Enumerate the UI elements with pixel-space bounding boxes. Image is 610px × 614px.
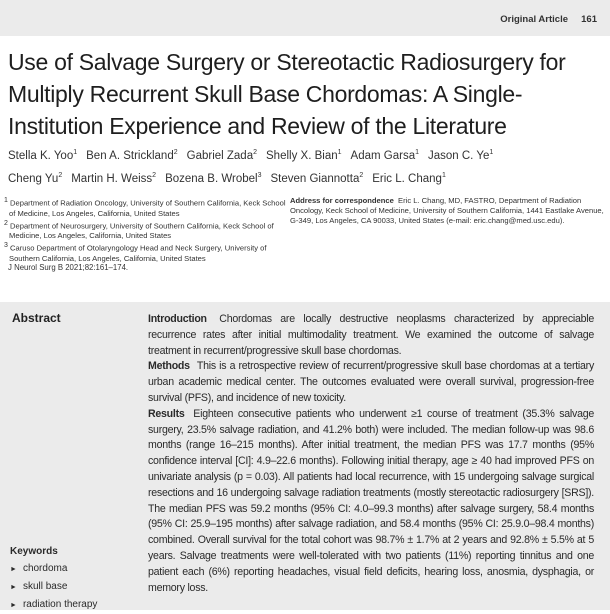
keyword-text: radiation therapy <box>22 599 98 610</box>
author <box>86 150 177 162</box>
author-name: Adam Garsa <box>350 149 416 162</box>
affiliation-marker: 3 <box>257 171 262 179</box>
triangle-right-icon: ► <box>10 584 17 591</box>
article-section: Original Article <box>500 14 568 25</box>
abstract-results <box>148 407 594 597</box>
author <box>372 173 446 185</box>
section-label: Results <box>148 407 185 420</box>
keyword-item <box>10 578 97 596</box>
affiliation <box>4 219 289 242</box>
affiliation-marker: 2 <box>253 149 258 156</box>
affiliation-text: Department of Neurosurgery, University of Southern California, Keck School of Medicine, Los Angeles, California, United States <box>9 221 274 241</box>
author-name: Cheng Yu <box>8 172 59 185</box>
author-name: Stella K. Yoo <box>8 149 74 162</box>
affiliation-marker: 2 <box>359 171 364 179</box>
affiliation-marker: 1 <box>489 149 494 156</box>
affiliation-number: 3 <box>4 242 8 250</box>
keyword-text: skull base <box>22 581 68 592</box>
keyword-text: chordoma <box>22 563 68 574</box>
triangle-right-icon: ► <box>10 602 17 609</box>
affiliation <box>4 196 289 219</box>
author-name: Martin H. Weiss <box>71 172 153 185</box>
affiliations <box>4 196 289 264</box>
affiliation-marker: 1 <box>441 171 446 179</box>
abstract-box <box>0 302 610 610</box>
section-text: Eighteen consecutive patients who underwent ≥1 course of treatment (35.3% salvage surgery, 23.5% salvage radiation, and 41.2% both) were included. The median follow-up was 98.6 months (range 16–215 months). After initial treatment, the median PFS was 17.7 months (95% confidence interval [CI]: 4.9–22.6 months). Following initial therapy, age ≥ 40 had improved PFS on univariate analysis (p = 0.03). All patients had local recurrence, with 15 undergoing salvage surgical resections and 16 undergoing salvage radiation treatments (mostly stereotactic radiosurgery [SRS]). The median PFS was 59.2 months (95% CI: 4.0–99.3 months) after salvage surgery, 58.4 months (95% CI: 25.9–195 months) after salvage radiation, and 58.4 months (95% CI: 25.9.0–98.4 months) combined. Overall survival for the total cohort was 98.7% ± 1.7% at 2 years and 92.8% ± 5.5% at 5 years. Salvage treatments were well-tolerated with two patients (11%) reporting tinnitus and one patient each (6%) reporting headaches, visual field deficits, hearing loss, anosmia, dysphagia, or memory loss. <box>148 407 595 594</box>
affiliation-number: 1 <box>4 197 8 204</box>
journal-citation: J Neurol Surg B 2021;82:161–174. <box>8 263 129 272</box>
section-text: Chordomas are locally destructive neoplasms characterized by appreciable recurrence rates after initial multimodality treatment. We examined the outcome of salvage treatment in recurrent/progressive skull base chordomas. <box>148 313 594 357</box>
running-header <box>0 0 610 36</box>
keywords-heading: Keywords <box>10 546 58 557</box>
abstract-body <box>148 312 594 596</box>
author-name: Steven Giannotta <box>270 172 360 185</box>
affiliation-marker: 2 <box>152 171 157 179</box>
author-name: Gabriel Zada <box>186 149 254 162</box>
author <box>266 150 342 162</box>
affiliation-marker: 1 <box>415 149 419 156</box>
abstract-heading: Abstract <box>12 311 61 325</box>
section-text: This is a retrospective review of recurrent/progressive skull base chordomas at a tertiary urban academic medical center. The outcomes evaluated were overall survival, progression-free survival (PFS), and incidence of new toxicity. <box>148 360 594 404</box>
author <box>270 173 363 185</box>
author <box>187 150 257 162</box>
author <box>8 150 77 162</box>
author-name: Bozena B. Wrobel <box>165 172 258 185</box>
affiliation <box>4 241 289 264</box>
section-label: Methods <box>148 360 190 373</box>
author <box>165 173 261 185</box>
author <box>8 173 62 185</box>
author-list <box>8 143 608 189</box>
correspondence-label: Address for correspondence <box>290 196 394 205</box>
article-title: Use of Salvage Surgery or Stereotactic Radiosurgery for Multiply Recurrent Skull Base Chordomas: A Single-Institution Experience and Review of the Literature <box>8 49 566 139</box>
author <box>351 150 419 162</box>
abstract-introduction <box>148 312 594 359</box>
author-name: Shelly X. Bian <box>266 149 338 162</box>
affiliation-marker: 2 <box>58 171 63 179</box>
keyword-item <box>10 596 97 614</box>
correspondence-text: Eric L. Chang, MD, FASTRO, Department of Radiation Oncology, Keck School of Medicine, University of Southern California, 1441 Eastlake Avenue, G-349, Los Angeles, CA 90033, United States (e-mail: eric.chang@med.usc.edu). <box>290 196 604 225</box>
page-number: 161 <box>581 14 597 25</box>
affiliation-marker: 2 <box>173 149 178 156</box>
correspondence-address <box>290 196 610 226</box>
affiliation-marker: 1 <box>73 149 78 156</box>
author <box>428 150 493 162</box>
keywords <box>10 543 97 614</box>
affiliation-text: Caruso Department of Otolaryngology Head and Neck Surgery, University of Southern California, Los Angeles, California, United States <box>9 243 267 263</box>
author-name: Ben A. Strickland <box>86 149 174 162</box>
affiliation-number: 2 <box>4 219 8 227</box>
abstract-methods <box>148 359 594 406</box>
keyword-item <box>10 560 97 578</box>
author-name: Eric L. Chang <box>372 172 442 185</box>
affiliation-text: Department of Radiation Oncology, University of Southern California, Keck School of Medicine, Los Angeles, California, United States <box>9 198 286 218</box>
affiliation-marker: 1 <box>337 149 342 156</box>
section-label: Introduction <box>148 313 207 325</box>
author-name: Jason C. Ye <box>428 149 490 162</box>
author <box>71 173 156 185</box>
triangle-right-icon: ► <box>10 566 17 573</box>
